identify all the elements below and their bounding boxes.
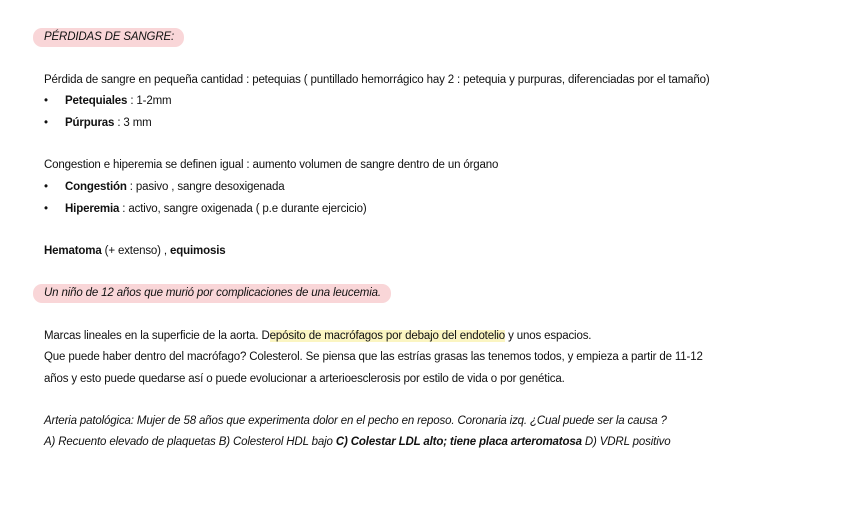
correct-option: C) Colestar LDL alto; tiene placa arteromatosa [335,436,582,448]
bullet-term: Petequiales [65,95,128,107]
equimosis-term: equimosis [170,245,226,257]
bullet-hiperemia [44,201,367,217]
case-line-1 [44,328,591,344]
hematoma-term: Hematoma [44,245,102,257]
bullet-term: Púrpuras [65,117,115,129]
intro-paragraph: Pérdida de sangre en pequeña cantidad : petequias ( puntillado hemorrágico hay 2 : petequia y purpuras, diferenciadas por el tamaño) [44,74,710,86]
congestion-intro: Congestion e hiperemia se definen igual : aumento volumen de sangre dentro de un órgano [44,159,499,171]
bullet-text: : activo, sangre oxigenada ( p.e durante ejercicio) [119,203,367,215]
bullet-marker: • [44,117,48,129]
bullet-text: : 3 mm [114,117,152,129]
case-line-1-end: y unos espacios. [505,330,592,342]
bullet-marker: • [44,95,48,107]
section-heading-case [33,284,391,303]
section-heading-perdidas [33,28,184,47]
options-end: D) VDRL positivo [581,436,671,448]
heading-text: PÉRDIDAS DE SANGRE: [44,31,175,43]
case-line-3: años y esto puede quedarse así o puede evolucionar a arterioesclerosis por estilo de vida o por genética. [44,373,565,385]
case-line-2: Que puede haber dentro del macrófago? Colesterol. Se piensa que las estrías grasas las tenemos todos, y empieza a partir de 11-12 [44,351,703,363]
answer-options [44,434,670,450]
bullet-text: : pasivo , sangre desoxigenada [126,181,285,193]
bullet-marker: • [44,203,48,215]
options-start: A) Recuento elevado de plaquetas B) Colesterol HDL bajo [44,436,336,448]
heading-text: Un niño de 12 años que murió por complicaciones de una leucemia. [44,287,381,299]
bullet-congestion [44,179,285,195]
bullet-term: Congestión [65,181,127,193]
bullet-purpuras [44,115,152,131]
bullet-text: : 1-2mm [127,95,172,107]
bullet-marker: • [44,181,48,193]
hematoma-middle: (+ extenso) , [101,245,170,257]
bullet-petequiales [44,93,171,109]
bullet-term: Hiperemia [65,203,120,215]
question-line: Arteria patológica: Mujer de 58 años que experimenta dolor en el pecho en reposo. Coronaria izq. ¿Cual puede ser la causa ? [44,415,667,427]
hematoma-line [44,243,226,259]
case-line-1-start: Marcas lineales en la superficie de la aorta. D [44,330,270,342]
highlighted-text: epósito de macrófagos por debajo del endotelio [269,330,506,342]
